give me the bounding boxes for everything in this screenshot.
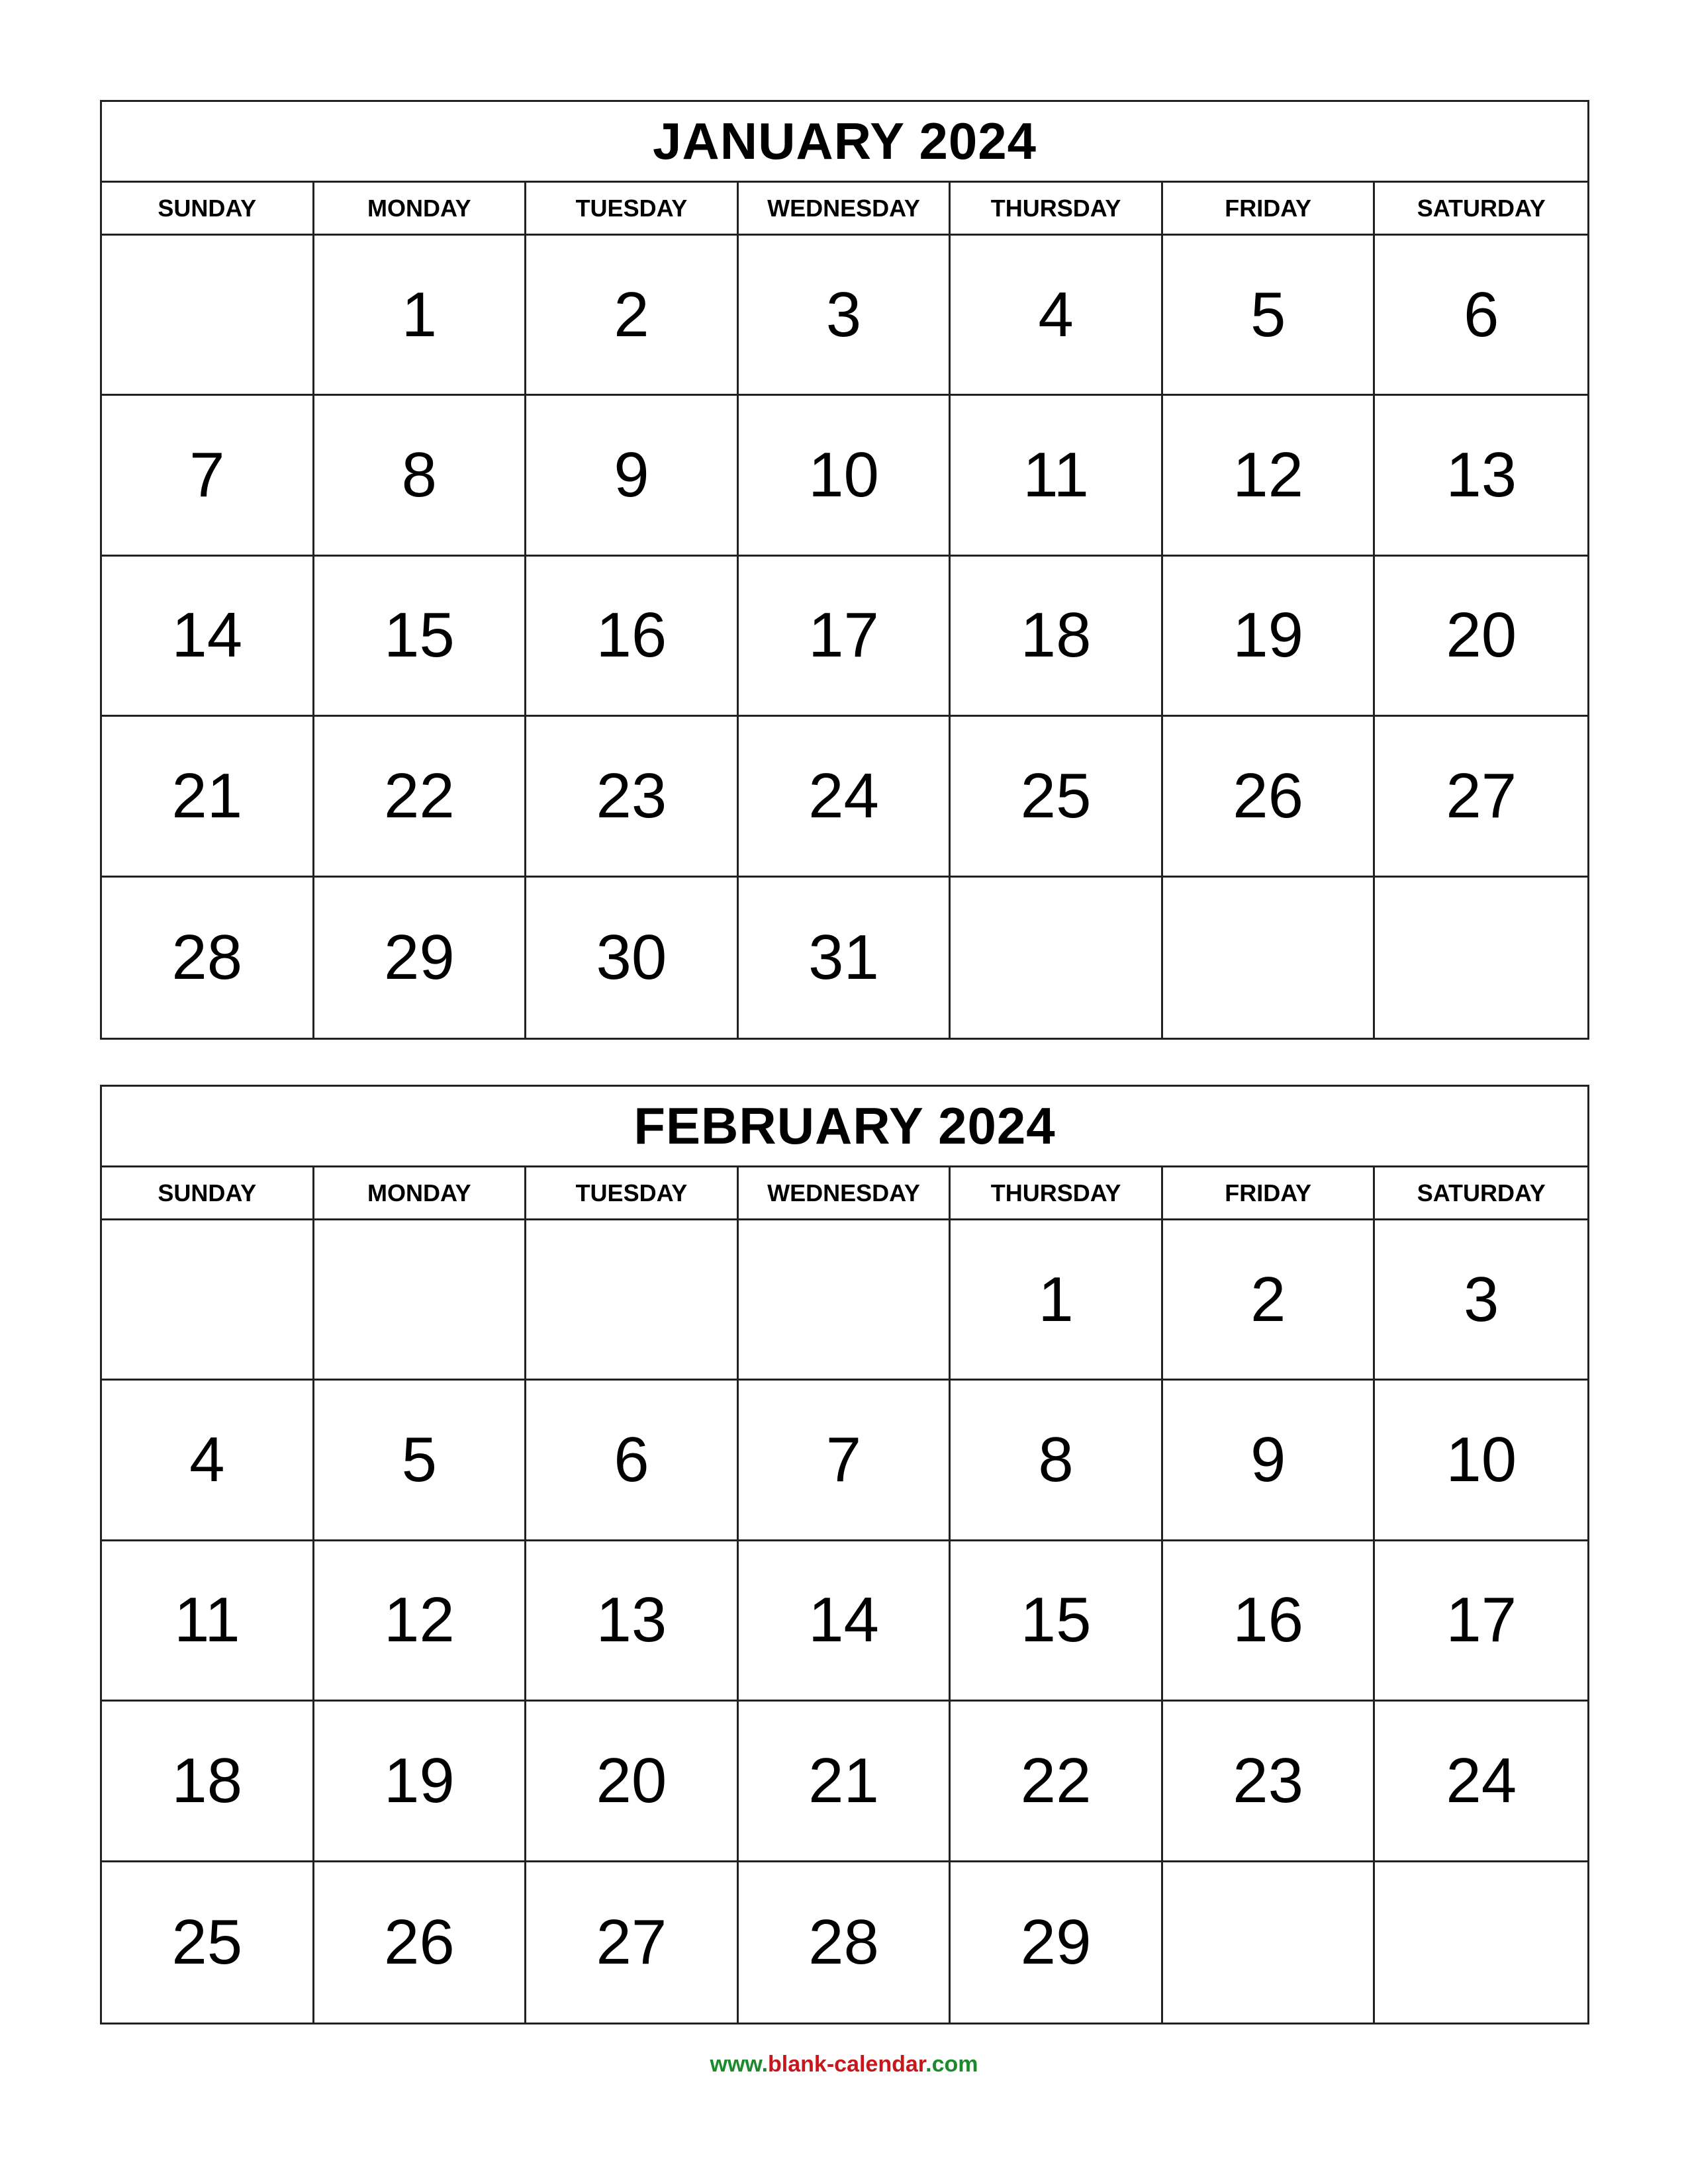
weekday-label: SATURDAY <box>1417 194 1546 222</box>
day-cell: 20 <box>1375 557 1587 717</box>
day-cell: 2 <box>1163 1220 1376 1381</box>
day-cell: 3 <box>739 236 951 396</box>
day-cell: 7 <box>102 396 314 556</box>
day-cell: 22 <box>951 1702 1163 1862</box>
weekday-label: SUNDAY <box>102 183 314 234</box>
day-cell: 23 <box>1163 1702 1376 1862</box>
day-cell: 4 <box>102 1381 314 1541</box>
day-cell: 11 <box>102 1541 314 1702</box>
day-cell: 27 <box>1375 717 1587 877</box>
day-cell: 28 <box>739 1862 951 2023</box>
day-cell: 24 <box>739 717 951 877</box>
day-cell: 12 <box>1163 396 1376 556</box>
day-cell: 10 <box>1375 1381 1587 1541</box>
month-title: FEBRUARY 2024 <box>102 1087 1587 1167</box>
day-cell: 23 <box>526 717 739 877</box>
weekday-label: SUNDAY <box>102 1167 314 1218</box>
day-cell: 13 <box>526 1541 739 1702</box>
day-cell: 21 <box>739 1702 951 1862</box>
day-cell: 20 <box>526 1702 739 1862</box>
day-cell: 17 <box>1375 1541 1587 1702</box>
day-cell: 27 <box>526 1862 739 2023</box>
day-cell <box>1163 1862 1376 2023</box>
day-cell: 9 <box>526 396 739 556</box>
day-cell <box>1375 878 1587 1038</box>
day-cell <box>102 236 314 396</box>
day-cell: 19 <box>314 1702 527 1862</box>
day-cell: 25 <box>951 717 1163 877</box>
day-cell: 22 <box>314 717 527 877</box>
day-cell: 8 <box>314 396 527 556</box>
day-cell: 16 <box>526 557 739 717</box>
footer-suffix: .com <box>925 2052 978 2077</box>
day-cell <box>951 878 1163 1038</box>
day-cell <box>314 1220 527 1381</box>
weekday-label: WEDNESDAY <box>739 183 951 234</box>
days-grid <box>102 1220 1587 2023</box>
day-cell: 9 <box>1163 1381 1376 1541</box>
weekday-label: WEDNESDAY <box>739 1167 951 1218</box>
website-footer <box>0 2052 1688 2077</box>
day-cell: 2 <box>526 236 739 396</box>
day-cell: 26 <box>1163 717 1376 877</box>
day-cell: 26 <box>314 1862 527 2023</box>
day-cell: 29 <box>951 1862 1163 2023</box>
day-cell: 10 <box>739 396 951 556</box>
weekday-label: FRIDAY <box>1163 1167 1376 1218</box>
weekday-header-row <box>102 1167 1587 1220</box>
weekday-label: MONDAY <box>314 183 527 234</box>
day-cell: 24 <box>1375 1702 1587 1862</box>
calendar-month-january <box>100 100 1589 1040</box>
day-cell: 7 <box>739 1381 951 1541</box>
day-cell: 3 <box>1375 1220 1587 1381</box>
day-cell <box>1163 878 1376 1038</box>
day-cell: 29 <box>314 878 527 1038</box>
day-cell: 18 <box>102 1702 314 1862</box>
day-cell: 19 <box>1163 557 1376 717</box>
days-grid <box>102 236 1587 1038</box>
month-title: JANUARY 2024 <box>102 102 1587 183</box>
weekday-label: TUESDAY <box>526 183 739 234</box>
day-cell: 1 <box>951 1220 1163 1381</box>
day-cell: 4 <box>951 236 1163 396</box>
footer-domain: blank-calendar <box>768 2052 926 2077</box>
day-cell: 1 <box>314 236 527 396</box>
day-cell <box>526 1220 739 1381</box>
weekday-label: FRIDAY <box>1163 183 1376 234</box>
day-cell: 21 <box>102 717 314 877</box>
day-cell: 31 <box>739 878 951 1038</box>
weekday-label: MONDAY <box>314 1167 527 1218</box>
day-cell: 12 <box>314 1541 527 1702</box>
day-cell: 14 <box>102 557 314 717</box>
day-cell: 6 <box>526 1381 739 1541</box>
day-cell: 5 <box>314 1381 527 1541</box>
day-cell: 8 <box>951 1381 1163 1541</box>
weekday-label: THURSDAY <box>951 183 1163 234</box>
day-cell: 15 <box>314 557 527 717</box>
day-cell <box>1375 1862 1587 2023</box>
day-cell: 30 <box>526 878 739 1038</box>
day-cell: 15 <box>951 1541 1163 1702</box>
day-cell: 25 <box>102 1862 314 2023</box>
day-cell: 5 <box>1163 236 1376 396</box>
day-cell: 18 <box>951 557 1163 717</box>
weekday-label: THURSDAY <box>951 1167 1163 1218</box>
day-cell: 16 <box>1163 1541 1376 1702</box>
day-cell: 14 <box>739 1541 951 1702</box>
calendar-month-february <box>100 1085 1589 2025</box>
day-cell <box>739 1220 951 1381</box>
weekday-label: SATURDAY <box>1417 1179 1546 1206</box>
weekday-header-row <box>102 183 1587 236</box>
day-cell: 13 <box>1375 396 1587 556</box>
day-cell: 17 <box>739 557 951 717</box>
footer-prefix: www. <box>710 2052 769 2077</box>
day-cell: 6 <box>1375 236 1587 396</box>
day-cell <box>102 1220 314 1381</box>
day-cell: 11 <box>951 396 1163 556</box>
day-cell: 28 <box>102 878 314 1038</box>
weekday-label: TUESDAY <box>526 1167 739 1218</box>
